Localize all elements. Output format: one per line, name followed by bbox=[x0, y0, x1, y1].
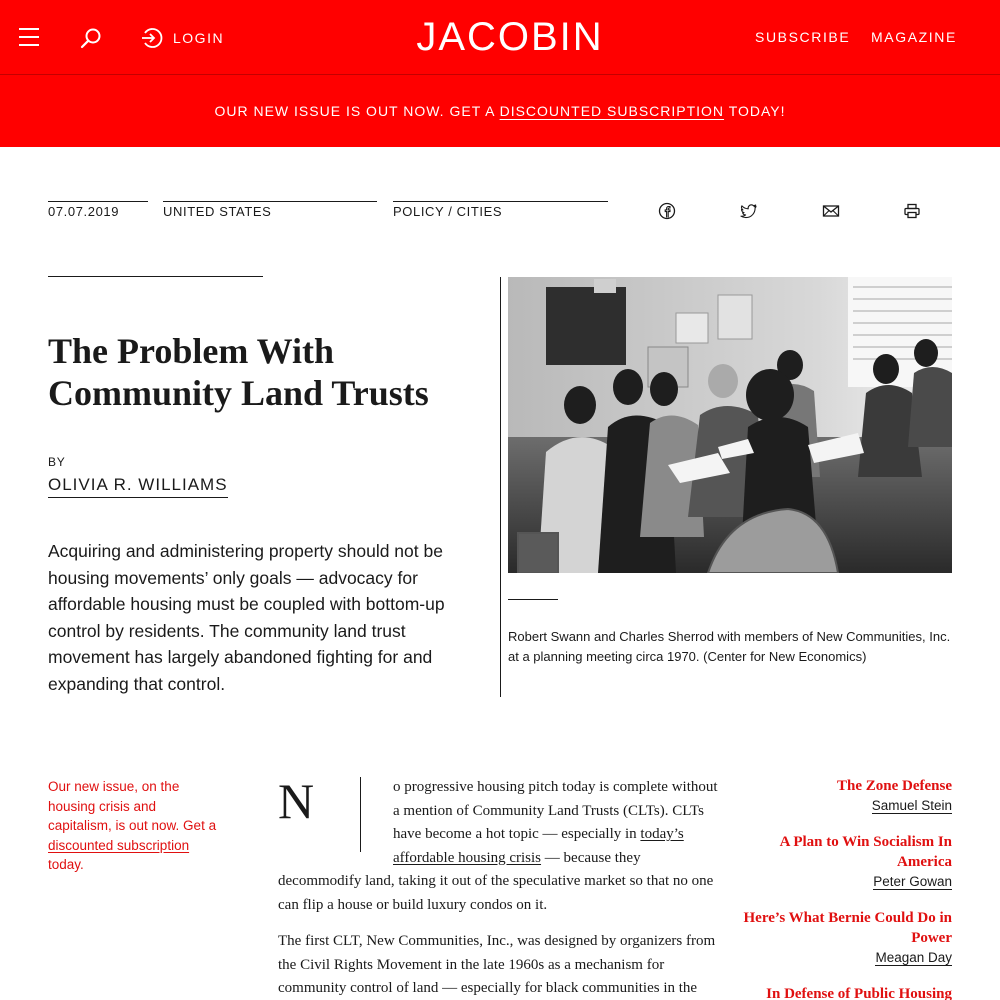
byline-label: BY bbox=[48, 455, 66, 469]
related-item bbox=[732, 776, 952, 815]
paragraph-2: The first CLT, New Communities, Inc., was designed by organizers from the Civil Rights Movement in the late 1960s as a mechanism for community control of land — especially for black communities in the bbox=[278, 933, 716, 996]
article-title: The Problem With Community Land Trusts bbox=[48, 331, 429, 413]
title-rule bbox=[48, 276, 263, 277]
caption-rule bbox=[508, 599, 558, 600]
p1-text-before: o progressive housing pitch today is complete without a mention of Community Land Trusts (CLTs). CLTs have become a hot topic — especially in bbox=[393, 779, 718, 842]
related-title[interactable]: Here’s What Bernie Could Do in Power bbox=[743, 910, 952, 946]
login-label: LOGIN bbox=[173, 30, 225, 46]
search-icon[interactable] bbox=[80, 27, 102, 49]
related-articles bbox=[732, 776, 952, 1000]
facebook-icon[interactable] bbox=[658, 202, 676, 220]
p1-text-after: — because they decommodify land, taking it out of the speculative market so that no one can flip a house or build luxury condos on it. bbox=[278, 849, 714, 913]
article-dek: Acquiring and administering property should not be housing movements’ only goals — advocacy for affordable housing must be coupled with bottom-up control by residents. The community land trust movement has largely abandoned fighting for and expanding that control. bbox=[48, 541, 445, 694]
promo-banner bbox=[0, 75, 1000, 147]
article-date: 07.07.2019 bbox=[48, 201, 148, 219]
article-region[interactable]: UNITED STATES bbox=[163, 201, 377, 219]
related-title[interactable]: A Plan to Win Socialism In America bbox=[779, 834, 952, 870]
email-icon[interactable] bbox=[822, 202, 840, 220]
hero-photo bbox=[508, 277, 952, 573]
article-body bbox=[278, 773, 724, 1000]
banner-suffix: TODAY! bbox=[728, 103, 786, 119]
twitter-icon[interactable] bbox=[740, 202, 758, 220]
meeting-photo-illustration bbox=[508, 277, 952, 573]
login-arrow-icon bbox=[141, 27, 163, 49]
promo-subscription-link[interactable]: discounted subscription bbox=[48, 837, 190, 853]
promo-text-before: Our new issue, on the housing crisis and capitalism, is out now. Get a bbox=[48, 779, 217, 833]
subscribe-link[interactable]: SUBSCRIBE bbox=[755, 29, 851, 45]
site-logo[interactable]: JACOBIN bbox=[416, 15, 604, 59]
dropcap-rule bbox=[360, 777, 361, 852]
hamburger-menu-icon[interactable] bbox=[19, 28, 39, 46]
related-title[interactable]: In Defense of Public Housing bbox=[766, 986, 952, 1000]
related-item bbox=[732, 984, 952, 1000]
related-title[interactable]: The Zone Defense bbox=[837, 778, 952, 794]
related-author[interactable]: Samuel Stein bbox=[871, 798, 952, 813]
issue-promo bbox=[48, 777, 223, 875]
print-icon[interactable] bbox=[903, 202, 921, 220]
affordable-housing-crisis-link[interactable]: today’s affordable housing crisis bbox=[393, 826, 684, 866]
site-header bbox=[0, 0, 1000, 75]
related-author[interactable]: Peter Gowan bbox=[873, 874, 952, 889]
related-item bbox=[732, 832, 952, 891]
article-topics[interactable]: POLICY / CITIES bbox=[393, 201, 608, 219]
author-link[interactable]: OLIVIA R. WILLIAMS bbox=[48, 475, 228, 498]
related-item bbox=[732, 908, 952, 967]
photo-caption: Robert Swann and Charles Sherrod with members of New Communities, Inc. at a planning meeting circa 1970. (Center for New Economics) bbox=[508, 629, 951, 664]
hero-divider bbox=[500, 277, 501, 697]
dropcap-block bbox=[278, 773, 393, 854]
magazine-link[interactable]: MAGAZINE bbox=[871, 29, 957, 45]
related-author[interactable]: Meagan Day bbox=[875, 950, 952, 965]
banner-prefix: OUR NEW ISSUE IS OUT NOW. GET A bbox=[214, 103, 495, 119]
dropcap-letter: N bbox=[278, 773, 315, 829]
login-link[interactable] bbox=[141, 26, 224, 50]
banner-subscription-link[interactable]: DISCOUNTED SUBSCRIPTION bbox=[499, 103, 725, 119]
promo-text-after: today. bbox=[48, 857, 84, 872]
